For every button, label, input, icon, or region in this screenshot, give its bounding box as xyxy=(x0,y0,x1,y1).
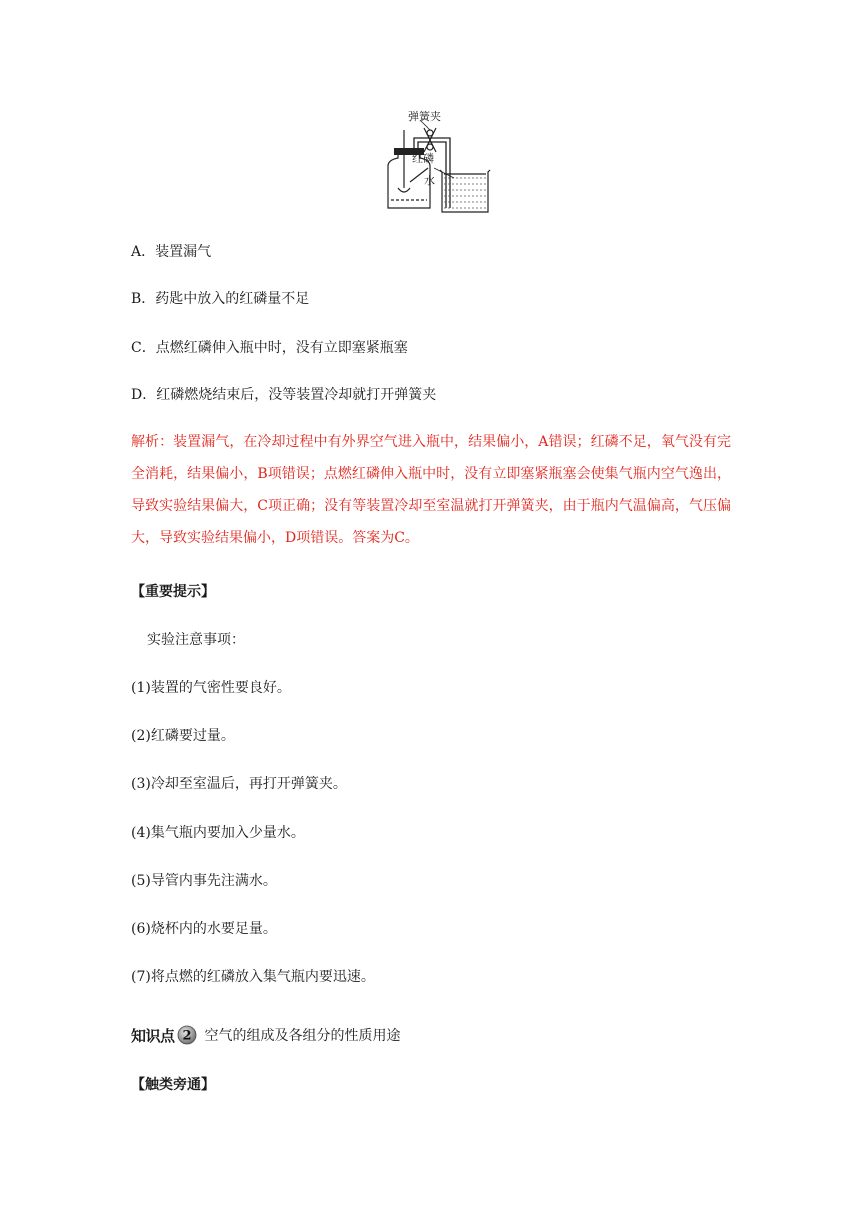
option-b: B．药匙中放入的红磷量不足 xyxy=(131,291,310,307)
beaker xyxy=(440,170,490,212)
label-spring-clip: 弹簧夹 xyxy=(408,110,441,123)
knowledge-point-label: 知识点 xyxy=(131,1026,175,1045)
tip-item: (7)将点燃的红磷放入集气瓶内要迅速。 xyxy=(131,969,375,985)
tip-item: (3)冷却至室温后，再打开弹簧夹。 xyxy=(131,776,347,792)
next-section-heading: 【触类旁通】 xyxy=(131,1077,215,1093)
label-red-phosphorus: 红磷 xyxy=(412,152,434,165)
number-badge-icon xyxy=(177,1025,197,1045)
tips-intro: 实验注意事项： xyxy=(147,632,245,648)
tip-item: (5)导管内事先注满水。 xyxy=(131,873,277,889)
knowledge-point-number: 2 xyxy=(181,1028,192,1044)
option-d: D．红磷燃烧结束后，没等装置冷却就打开弹簧夹 xyxy=(131,387,437,403)
label-water: 水 xyxy=(424,174,435,187)
tip-item: (1)装置的气密性要良好。 xyxy=(131,680,291,696)
tip-item: (6)烧杯内的水要足量。 xyxy=(131,921,277,937)
tips-heading: 【重要提示】 xyxy=(131,584,215,600)
tip-item: (2)红磷要过量。 xyxy=(131,728,235,744)
explanation: 解析：装置漏气，在冷却过程中有外界空气进入瓶中，结果偏小，A错误；红磷不足，氧气没有完全消耗，结果偏小，B项错误；点燃红磷伸入瓶中时，没有立即塞紧瓶塞会使集气瓶内空气逸出，导致实验结果偏大，C项正确；没有等装置冷却至室温就打开弹簧夹，由于瓶内气温偏高，气压偏大，导致实验结果偏小，D项错误。答案为C。 xyxy=(131,434,731,546)
tip-item: (4)集气瓶内要加入少量水。 xyxy=(131,825,305,841)
option-c: C．点燃红磷伸入瓶中时，没有立即塞紧瓶塞 xyxy=(131,340,408,356)
option-a: A．装置漏气 xyxy=(131,244,212,260)
spring-clip xyxy=(424,128,436,152)
knowledge-point-title: 空气的组成及各组分的性质用途 xyxy=(204,1028,401,1044)
knowledge-point-header xyxy=(131,1020,401,1050)
apparatus-diagram xyxy=(374,108,514,216)
